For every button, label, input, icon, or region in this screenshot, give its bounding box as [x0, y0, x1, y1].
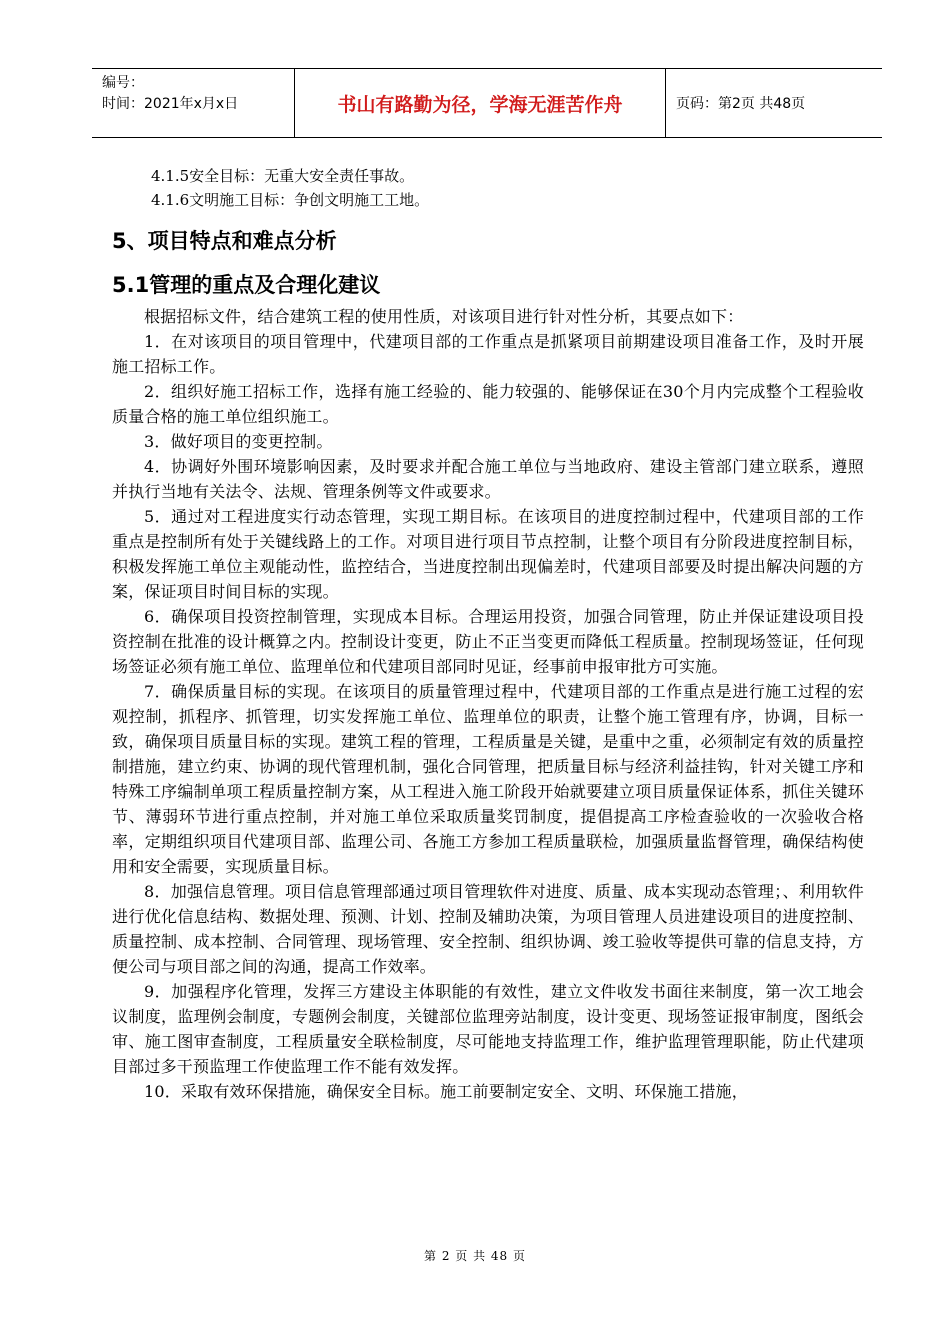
point-paragraph: 9．加强程序化管理，发挥三方建设主体职能的有效性，建立文件收发书面往来制度，第一次工地会议制度，监理例会制度，专题例会制度，关键部位监理旁站制度，设计变更、现场签证报审制度，图纸会审、施工图审查制度，工程质量安全联检制度，尽可能地支持监理工作，维护监理管理职能，防止代建项目部过多干预监理工作使监理工作不能有效发挥。	[112, 982, 864, 1076]
page-footer: 第 2 页 共 48 页	[424, 1249, 526, 1263]
point-paragraph: 5．通过对工程进度实行动态管理，实现工期目标。在该项目的进度控制过程中，代建项目部的工作重点是控制所有处于关键线路上的工作。对项目进行项目节点控制，让整个项目有分阶段进度控制目标，积极发挥施工单位主观能动性，监控结合，当进度控制出现偏差时，代建项目部要及时提出解决问题的方案，保证项目时间目标的实现。	[112, 507, 864, 601]
header-meta	[92, 69, 294, 137]
point-paragraph: 1．在对该项目的项目管理中，代建项目部的工作重点是抓紧项目前期建设项目准备工作，及时开展施工招标工作。	[112, 332, 864, 376]
point-paragraph: 2．组织好施工招标工作，选择有施工经验的、能力较强的、能够保证在30个月内完成整个工程验收质量合格的施工单位组织施工。	[112, 382, 864, 426]
safety-target-line: 4.1.5安全目标：无重大安全责任事故。	[151, 167, 415, 185]
header-motto: 书山有路勤为径，学海无涯苦作舟	[294, 69, 666, 137]
header-page-info: 页码：第2页 共48页	[676, 96, 806, 112]
page-header	[92, 68, 882, 138]
section-heading-5: 5、项目特点和难点分析	[112, 229, 337, 253]
civil-construction-target-line: 4.1.6文明施工目标：争创文明施工工地。	[151, 191, 430, 209]
point-paragraph: 3．做好项目的变更控制。	[144, 432, 333, 451]
point-paragraph: 8．加强信息管理。项目信息管理部通过项目管理软件对进度、质量、成本实现动态管理；、利用软件进行优化信息结构、数据处理、预测、计划、控制及辅助决策，为项目管理人员进建设项目的进度控制、质量控制、成本控制、合同管理、现场管理、安全控制、组织协调、竣工验收等提供可靠的信息支持，方便公司与项目部之间的沟通，提高工作效率。	[112, 882, 864, 976]
point-paragraph: 10．采取有效环保措施，确保安全目标。施工前要制定安全、文明、环保施工措施，	[144, 1082, 748, 1101]
point-paragraph: 7．确保质量目标的实现。在该项目的质量管理过程中，代建项目部的工作重点是进行施工过程的宏观控制，抓程序、抓管理，切实发挥施工单位、监理单位的职责，让整个施工管理有序，协调，目标一致，确保项目质量目标的实现。建筑工程的管理，工程质量是关键，是重中之重，必须制定有效的质量控制措施，建立约束、协调的现代管理机制，强化合同管理，把质量目标与经济利益挂钩，针对关键工序和特殊工序编制单项工程质量控制方案，从工程进入施工阶段开始就要建立项目质量保证体系，抓住关键环节、薄弱环节进行重点控制，并对施工单位采取质量奖罚制度，提倡提高工序检查验收的一次验收合格率，定期组织项目代建项目部、监理公司、各施工方参加工程质量联检，加强质量监督管理，确保结构使用和安全需要，实现质量目标。	[112, 682, 864, 876]
document-body	[112, 164, 864, 1104]
document-number-label: 编号：	[102, 75, 144, 91]
document-time: 时间：2021年x月x日	[102, 96, 239, 112]
point-paragraph: 6．确保项目投资控制管理，实现成本目标。合理运用投资，加强合同管理，防止并保证建设项目投资控制在批准的设计概算之内。控制设计变更，防止不正当变更而降低工程质量。控制现场签证，任何现场签证必须有施工单位、监理单位和代建项目部同时见证，经事前申报审批方可实施。	[112, 607, 864, 676]
intro-paragraph: 根据招标文件，结合建筑工程的使用性质，对该项目进行针对性分析，其要点如下：	[144, 307, 744, 326]
point-paragraph: 4．协调好外围环境影响因素，及时要求并配合施工单位与当地政府、建设主管部门建立联系，遵照并执行当地有关法令、法规、管理条例等文件或要求。	[112, 457, 864, 501]
section-heading-5-1: 5.1管理的重点及合理化建议	[112, 273, 381, 297]
